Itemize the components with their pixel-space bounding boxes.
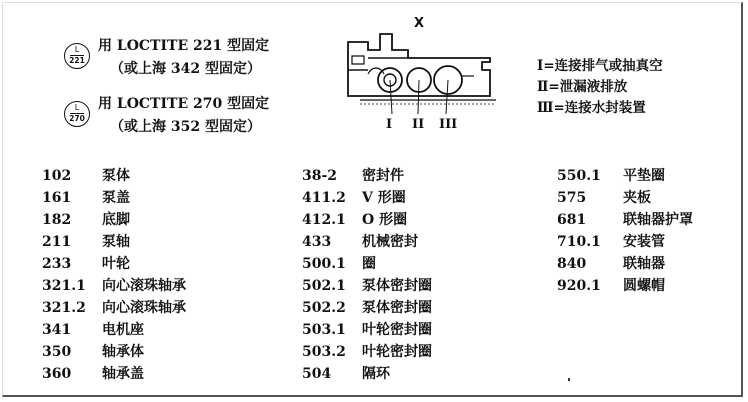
- part-number: 233: [42, 256, 72, 272]
- connection-legend: [537, 56, 663, 119]
- part-number: 321.1: [42, 278, 86, 294]
- part-name: 底脚: [102, 212, 130, 228]
- housing-slot: [352, 56, 364, 64]
- part-name: 向心滚珠轴承: [102, 300, 186, 316]
- part-number: 182: [42, 212, 72, 228]
- part-name: 密封件: [362, 168, 404, 184]
- badge-letter: L: [74, 45, 80, 54]
- badge-number: 270: [69, 114, 85, 123]
- part-name: V 形圈: [362, 190, 406, 206]
- part-number: 504: [302, 366, 332, 382]
- part-name: 叶轮密封圈: [362, 322, 432, 338]
- legend-item-i: Ⅰ=连接排气或抽真空: [537, 58, 663, 74]
- badge-number: 221: [69, 56, 85, 65]
- part-number: 681: [557, 212, 587, 228]
- part-name: 叶轮密封圈: [362, 344, 432, 360]
- part-number: 433: [302, 234, 332, 250]
- leader-iii: [446, 80, 448, 114]
- part-number: 350: [42, 344, 72, 360]
- marker-iii: III: [439, 117, 458, 132]
- part-name: 泵盖: [102, 190, 130, 206]
- badge-letter: L: [74, 103, 80, 112]
- part-name: 机械密封: [362, 234, 418, 250]
- loctite-270-line1: 用 LOCTITE 270 型固定: [98, 96, 270, 112]
- marker-i: I: [386, 117, 393, 132]
- part-number: 341: [42, 322, 72, 338]
- part-number: 161: [42, 190, 72, 206]
- marker-ii: II: [412, 117, 425, 132]
- view-x-label: X: [414, 16, 425, 31]
- part-name: 圆螺帽: [623, 278, 665, 294]
- part-number: 500.1: [302, 256, 346, 272]
- part-number: 38-2: [302, 168, 338, 184]
- legend-item-iii: Ⅲ=连接水封装置: [537, 100, 646, 116]
- part-number: 102: [42, 168, 72, 184]
- part-name: O 形圈: [362, 212, 408, 228]
- part-name: 平垫圈: [623, 168, 665, 184]
- part-name: 泵体: [102, 168, 130, 184]
- part-name: 泵轴: [102, 234, 130, 250]
- part-name: 轴承体: [102, 344, 144, 360]
- part-number: 920.1: [557, 278, 601, 294]
- part-name: 安装管: [623, 234, 665, 250]
- part-number: 321.2: [42, 300, 86, 316]
- part-name: 轴承盖: [102, 366, 144, 382]
- part-name: 叶轮: [102, 256, 130, 272]
- part-name: 电机座: [102, 322, 144, 338]
- stray-mark: [568, 378, 570, 381]
- part-name: 泵体密封圈: [362, 300, 432, 316]
- loctite-221-line2: （或上海 342 型固定）: [110, 61, 261, 77]
- part-number: 502.1: [302, 278, 346, 294]
- part-name: 向心滚珠轴承: [102, 278, 186, 294]
- loctite-270-badge-icon: [64, 101, 90, 127]
- part-number: 411.2: [302, 190, 346, 206]
- part-name: 联轴器护罩: [623, 212, 693, 228]
- part-number: 575: [557, 190, 587, 206]
- part-number: 840: [557, 256, 587, 272]
- seal-housing-diagram: [340, 30, 510, 132]
- loctite-221-line1: 用 LOCTITE 221 型固定: [98, 38, 270, 54]
- part-number: 502.2: [302, 300, 346, 316]
- legend-item-ii: Ⅱ=泄漏液排放: [537, 79, 628, 95]
- part-number: 710.1: [557, 234, 601, 250]
- part-number: 412.1: [302, 212, 346, 228]
- part-number: 550.1: [557, 168, 601, 184]
- loctite-270-line2: （或上海 352 型固定）: [110, 119, 261, 135]
- part-number: 211: [42, 234, 72, 250]
- part-name: 联轴器: [623, 256, 665, 272]
- part-name: 夹板: [623, 190, 651, 206]
- part-name: 圈: [362, 256, 376, 272]
- loctite-221-badge-icon: [64, 43, 90, 69]
- part-name: 隔环: [362, 366, 390, 382]
- part-number: 503.1: [302, 322, 346, 338]
- part-number: 360: [42, 366, 72, 382]
- part-number: 503.2: [302, 344, 346, 360]
- leader-ii: [418, 80, 419, 114]
- part-name: 泵体密封圈: [362, 278, 432, 294]
